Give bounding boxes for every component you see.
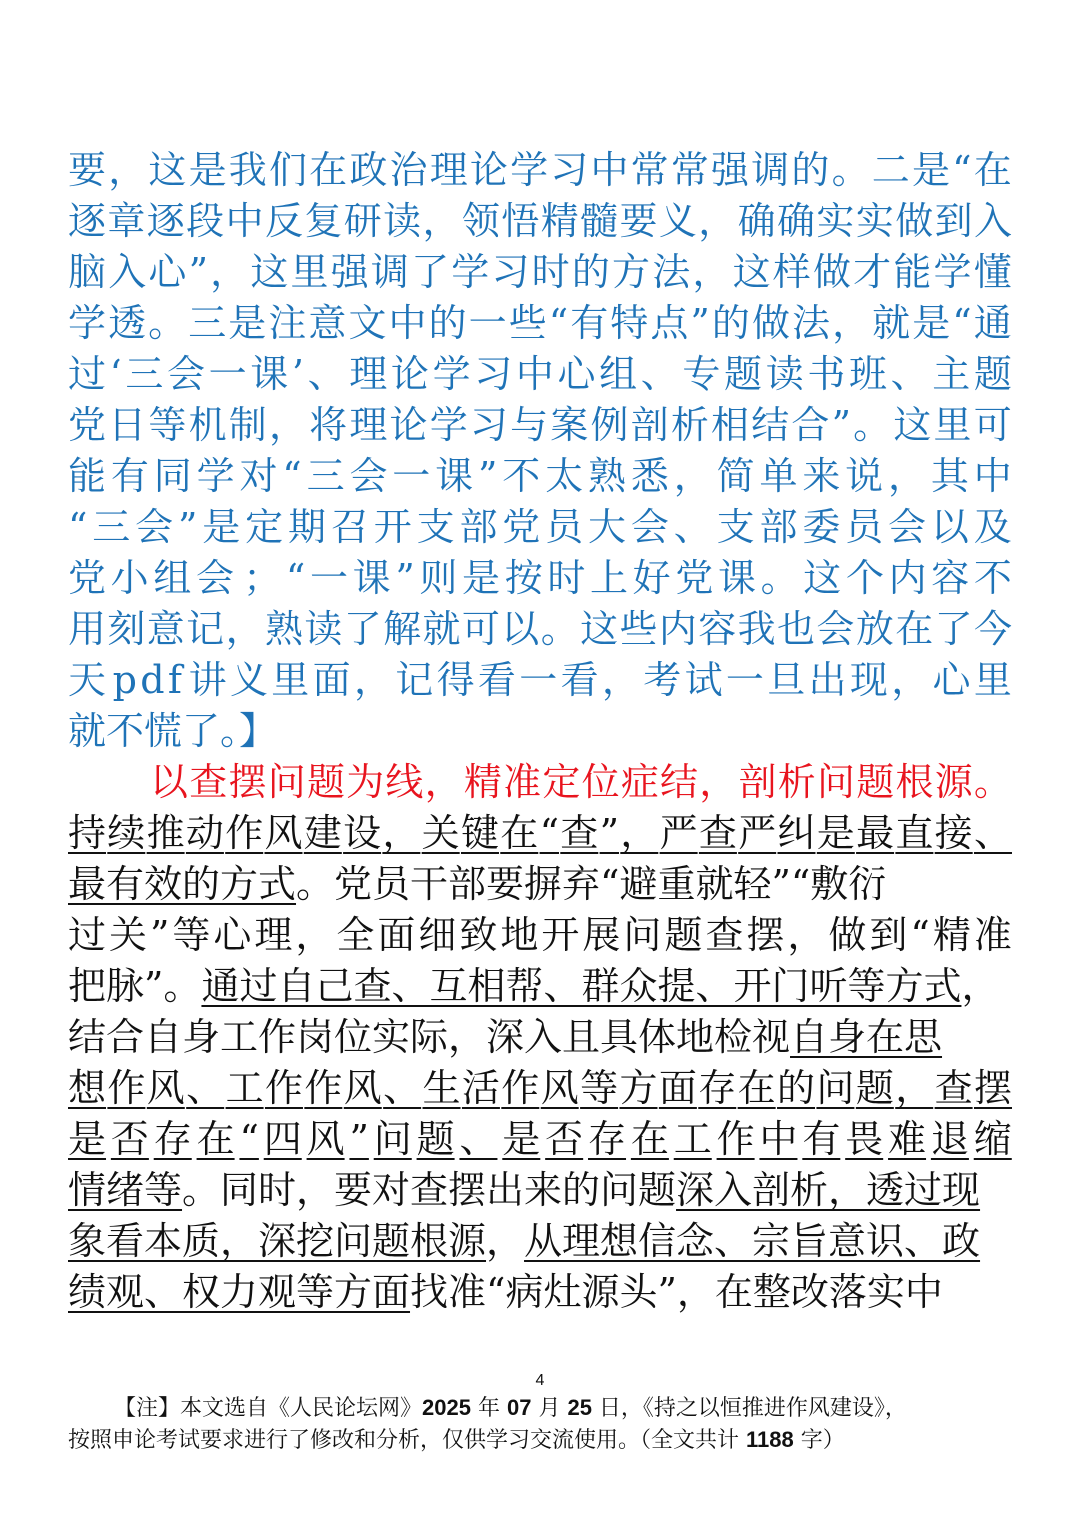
- footnote-word-count: 1188: [746, 1427, 794, 1452]
- body-line-2: [68, 858, 1012, 910]
- footnote-title: 日，《持之以恒推进作风建设》，: [591, 1396, 907, 1421]
- footnote-month: 07: [506, 1395, 532, 1420]
- blue-paragraph-line-12: 就不慌了。】: [68, 709, 278, 753]
- red-heading: 以 查 摆 问 题 为 线 ， 精 准 定 位 症 结 ， 剖 析 问 题 根 源 。: [150, 760, 1012, 804]
- footnote-source: 【注】本文选自《人民论坛网》: [114, 1396, 423, 1421]
- body-line-4-text-c: ，: [961, 964, 1000, 1008]
- body-line-9-text: ，: [486, 1219, 525, 1263]
- footnote-year-unit: 年: [470, 1396, 507, 1421]
- body-line-6-underlined: 想 作 风 、 工 作 作 风 、 生 活 作 风 等 方 面 存 在 的 问 题 ， 查 摆: [68, 1066, 1012, 1110]
- page-number: 4: [535, 1372, 545, 1389]
- body-line-9-underlined-c: 从理想信念、宗旨意识、政: [524, 1219, 981, 1263]
- blue-paragraph-line-3: 脑 入 心 ” ， 这 里 强 调 了 学 习 时 的 方 法 ， 这 样 做 才 能 学 懂: [68, 250, 1012, 294]
- body-line-4-underlined: 通过自己查、互相帮、群众提、开门听等方式: [201, 964, 962, 1008]
- footnote-year: 2025: [422, 1395, 471, 1420]
- body-line-10-underlined: 绩观、权力观等方面: [68, 1270, 411, 1314]
- footnote-line-1: [114, 1392, 1014, 1425]
- body-line-6: [68, 1062, 1012, 1114]
- body-line-8-underlined-a: 情绪等: [68, 1168, 183, 1212]
- blue-paragraph-line-1: 要 ， 这 是 我 们 在 政 治 理 论 学 习 中 常 常 强 调 的 。 二 是 “ 在: [68, 148, 1012, 192]
- body-line-1: [68, 807, 1012, 859]
- body-line-8-text: 。同时，要对查摆出来的问题: [182, 1168, 677, 1212]
- body-line-7-underlined: 是 否 存 在 “ 四 风 ” 问 题 、 是 否 存 在 工 作 中 有 畏 难 退 缩: [68, 1117, 1012, 1161]
- footnote-month-unit: 月: [531, 1396, 568, 1421]
- body-line-2-text: 。党员干部要摒弃“避重就轻”“敷衍: [296, 862, 887, 906]
- body-line-9: [68, 1215, 1012, 1267]
- footnote-day: 25: [567, 1395, 592, 1420]
- footnote-usage: 按照申论考试要求进行了修改和分析，仅供学习交流使用。（全文共计: [68, 1428, 746, 1453]
- body-line-7: [68, 1113, 1012, 1165]
- body-line-5-underlined: 自身在思: [790, 1015, 943, 1059]
- blue-paragraph-line-7: 能 有 同 学 对 “ 三 会 一 课 ” 不 太 熟 悉 ， 简 单 来 说 ， 其 中: [68, 454, 1012, 498]
- body-line-1-text: 持 续 推 动 作 风 建 设 ， 关 键 在 “ 查 ” ， 严 查 严 纠 是 最 直 接 、: [68, 811, 1012, 855]
- body-line-8: [68, 1164, 1012, 1216]
- footnote-line-2: [68, 1424, 1012, 1457]
- blue-paragraph-line-6: 党 日 等 机 制 ， 将 理 论 学 习 与 案 例 剖 析 相 结 合 ” 。 这 里 可: [68, 403, 1012, 447]
- blue-paragraph-line-9: 党 小 组 会 ； “ 一 课 ” 则 是 按 时 上 好 党 课 。 这 个 内 容 不: [68, 556, 1012, 600]
- blue-paragraph-line-5: 过 ‘ 三 会 一 课 ’ 、 理 论 学 习 中 心 组 、 专 题 读 书 班 、 主 题: [68, 352, 1012, 396]
- body-line-4-text-a: 把脉”。: [68, 964, 202, 1008]
- body-line-2-underlined: 最有效的方式: [68, 862, 297, 906]
- footnote-count-unit: 字）: [793, 1428, 845, 1453]
- body-line-5-text: 结合自身工作岗位实际，深入且具体地检视: [68, 1015, 791, 1059]
- body-line-10-text: 找准“病灶源头”，在整改落实中: [410, 1270, 943, 1314]
- blue-paragraph-line-11: 天 p d f 讲 义 里 面 ， 记 得 看 一 看 ， 考 试 一 旦 出 现 ， 心 里: [68, 658, 1012, 702]
- body-line-9-underlined-a: 象看本质，深挖问题根源: [68, 1219, 487, 1263]
- body-line-5: [68, 1011, 1012, 1063]
- blue-paragraph-line-4: 学 透 。 三 是 注 意 文 中 的 一 些 “ 有 特 点 ” 的 做 法 ， 就 是 “ 通: [68, 301, 1012, 345]
- body-line-10: [68, 1266, 1012, 1318]
- body-line-8-underlined-c: 深入剖析，透过现: [676, 1168, 981, 1212]
- body-line-4: [68, 960, 1012, 1012]
- blue-paragraph-line-2: 逐 章 逐 段 中 反 复 研 读 ， 领 悟 精 髓 要 义 ， 确 确 实 实 做 到 入: [68, 199, 1012, 243]
- body-line-3: 过 关 ” 等 心 理 ， 全 面 细 致 地 开 展 问 题 查 摆 ， 做 到 “ 精 准: [68, 913, 1012, 957]
- blue-paragraph-line-8: “ 三 会 ” 是 定 期 召 开 支 部 党 员 大 会 、 支 部 委 员 会 以 及: [68, 505, 1012, 549]
- blue-paragraph-line-10: 用 刻 意 记 ， 熟 读 了 解 就 可 以 。 这 些 内 容 我 也 会 放 在 了 今: [68, 607, 1012, 651]
